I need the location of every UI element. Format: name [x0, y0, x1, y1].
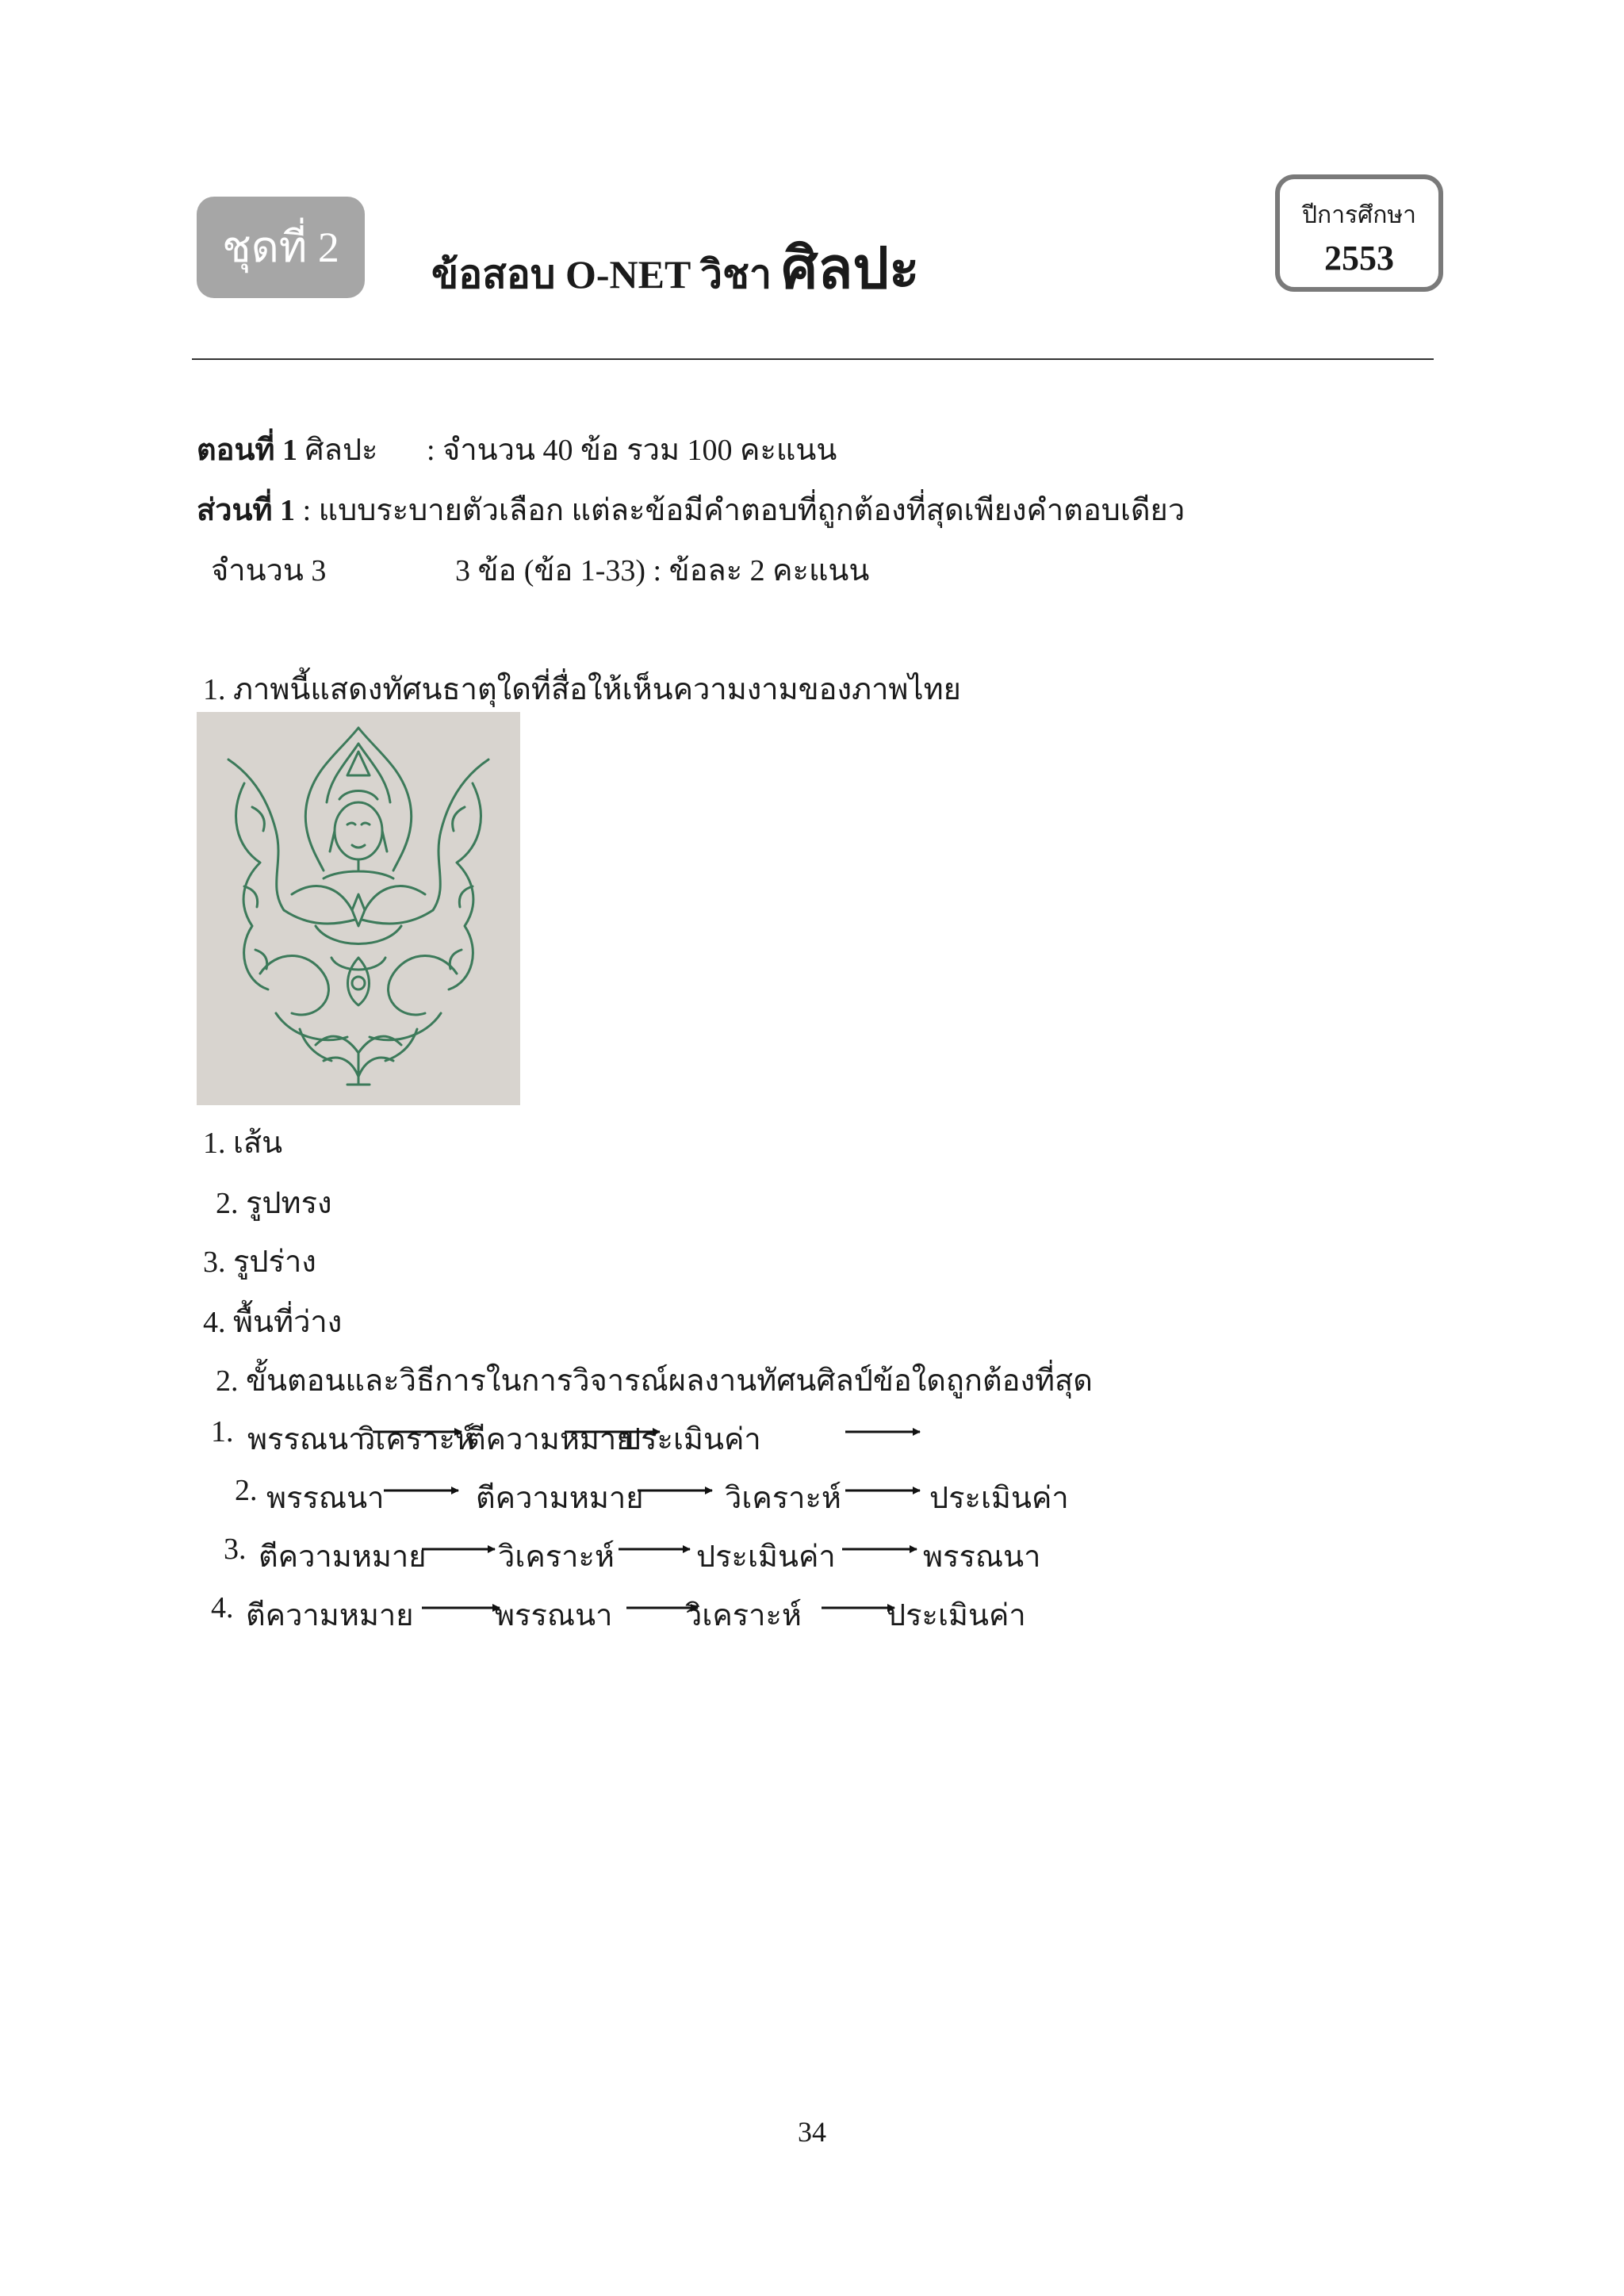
sub-text: : แบบระบายตัวเลือก แต่ละข้อมีคำตอบที่ถูกต้องที่สุดเพียงคำตอบเดียว: [295, 494, 1185, 527]
q2-option-3-term-2: วิเคราะห์: [498, 1540, 615, 1574]
q2-option-2-term-1: พรรณนา: [266, 1482, 385, 1515]
q2-option-3-term-3: ประเมินค่า: [696, 1540, 836, 1574]
q2-option-3-term-4: พรรณนา: [923, 1540, 1041, 1574]
q2-option-2-term-4: ประเมินค่า: [929, 1482, 1069, 1515]
question-1-text: 1. ภาพนี้แสดงทัศนธาตุใดที่สื่อให้เห็นความงามของภาพไทย: [203, 673, 961, 706]
q2-option-3-term-1: ตีความหมาย: [259, 1540, 427, 1574]
q2-option-4-term-2: พรรณนา: [495, 1599, 613, 1632]
sub-label: ส่วนที่ 1: [197, 494, 296, 527]
q2-option-4-term-3: วิเคราะห์: [685, 1599, 802, 1632]
q2-option-1-term-1: พรรณนา: [247, 1423, 366, 1456]
year-label: ปีการศึกษา: [1302, 202, 1416, 228]
q2-option-3-num: 3.: [224, 1533, 247, 1566]
q2-option-2-term-3: วิเคราะห์: [725, 1482, 841, 1515]
q2-option-1-term-4: ประเมินค่า: [622, 1423, 761, 1456]
part-text: ศิลปะ: [297, 434, 378, 467]
q2-option-1-term-2: วิเคราะห์: [358, 1423, 475, 1456]
part-detail: : จำนวน 40 ข้อ รวม 100 คะแนน: [427, 434, 837, 467]
q1-option-1: 1. เส้น: [203, 1127, 283, 1160]
title-prefix: ข้อสอบ O-NET วิชา: [431, 252, 782, 297]
q2-option-1-num: 1.: [211, 1415, 234, 1448]
q1-option-4: 4. พื้นที่ว่าง: [203, 1306, 343, 1339]
q2-option-4-term-4: ประเมินค่า: [887, 1599, 1026, 1632]
count-a: จำนวน 3: [211, 554, 327, 587]
q1-option-2: 2. รูปทรง: [216, 1187, 332, 1220]
q2-option-2-num: 2.: [235, 1474, 258, 1507]
q1-option-3: 3. รูปร่าง: [203, 1246, 316, 1279]
question-2-text: 2. ขั้นตอนและวิธีการในการวิจารณ์ผลงานทัศนศิลป์ข้อใดถูกต้องที่สุด: [216, 1364, 1093, 1398]
q2-option-2-term-2: ตีความหมาย: [476, 1482, 644, 1515]
year-value: 2553: [1324, 239, 1394, 277]
page-number: 34: [798, 2116, 826, 2148]
q2-option-1-term-3: ตีความหมาย: [466, 1423, 634, 1456]
part-label: ตอนที่ 1: [197, 434, 298, 467]
q2-option-4-term-1: ตีความหมาย: [246, 1599, 414, 1632]
set-label: ชุดที่ 2: [222, 224, 339, 271]
title-subject: ศิลปะ: [781, 237, 920, 300]
q2-option-4-num: 4.: [211, 1591, 234, 1624]
count-b: 3 ข้อ (ข้อ 1-33) : ข้อละ 2 คะแนน: [455, 554, 870, 587]
